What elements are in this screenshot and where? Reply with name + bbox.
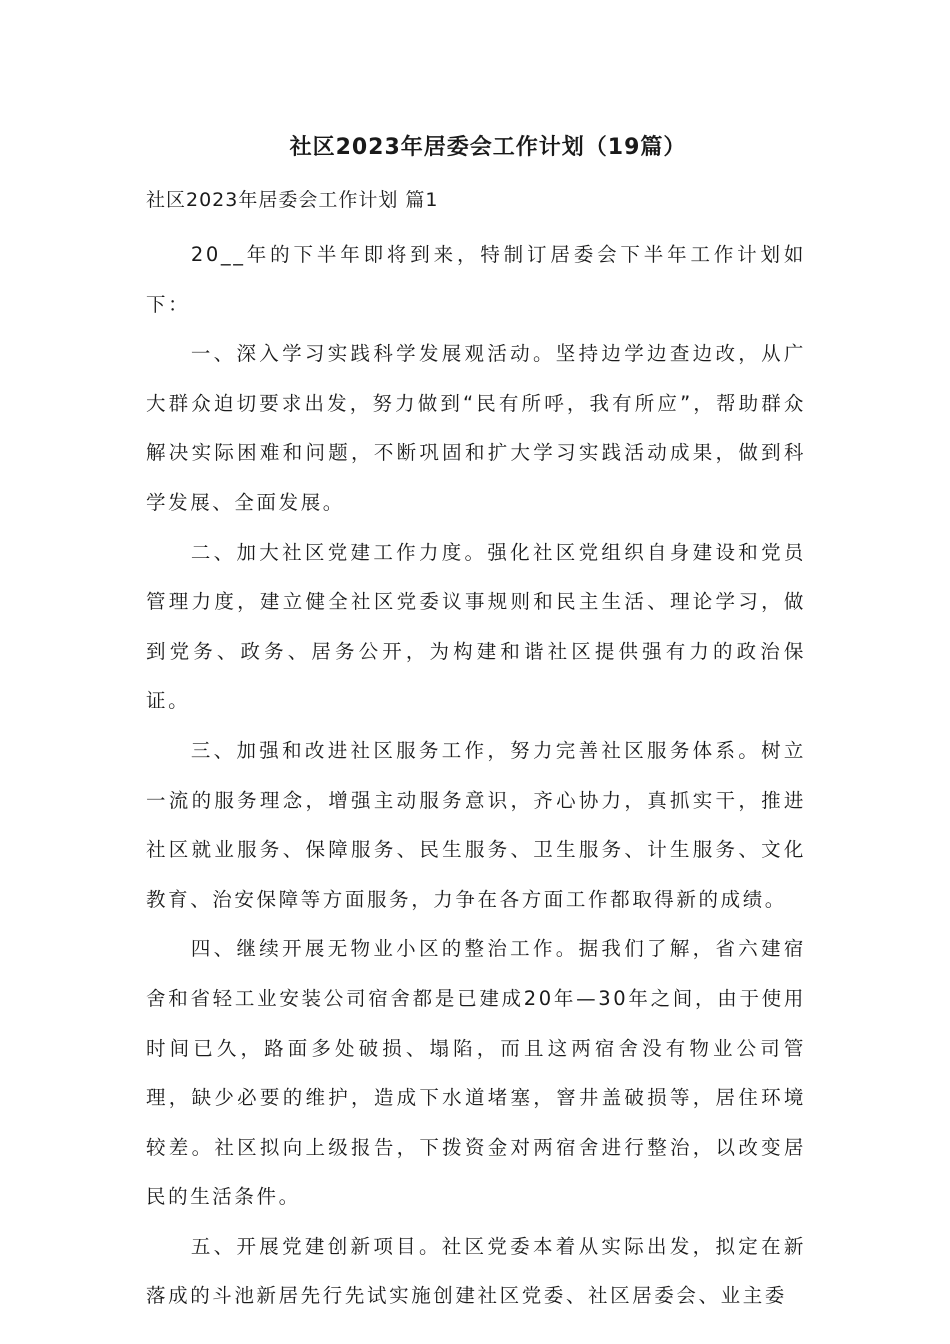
document-subtitle: 社区2023年居委会工作计划 篇1 [146,189,439,211]
paragraph-section-3: 三、加强和改进社区服务工作，努力完善社区服务体系。树立一流的服务理念，增强主动服务意识，齐心协力，真抓实干，推进社区就业服务、保障服务、民生服务、卫生服务、计生服务、文化教育、治安保障等方面服务，力争在各方面工作都取得新的成绩。 [146,738,806,911]
paragraph-section-1: 一、深入学习实践科学发展观活动。坚持边学边查边改，从广大群众迫切要求出发，努力做到“民有所呼，我有所应”，帮助群众解决实际困难和问题，不断巩固和扩大学习实践活动成果，做到科学发展、全面发展。 [146,342,806,514]
document-title: 社区2023年居委会工作计划（19篇） [289,135,687,160]
paragraph-section-4: 四、继续开展无物业小区的整治工作。据我们了解，省六建宿舍和省轻工业安装公司宿舍都是已建成20年—30年之间，由于使用时间已久，路面多处破损、塌陷，而且这两宿舍没有物业公司管理，缺少必要的维护，造成下水道堵塞，窨井盖破损等，居住环境较差。社区拟向上级报告，下拨资金对两宿舍进行整治，以改变居民的生活条件。 [146,937,806,1209]
document-body [146,128,806,1321]
paragraph-section-2: 二、加大社区党建工作力度。强化社区党组织自身建设和党员管理力度，建立健全社区党委议事规则和民主生活、理论学习，做到党务、政务、居务公开，为构建和谐社区提供强有力的政治保证。 [146,540,806,713]
paragraph-intro: 20__年的下半年即将到来，特制订居委会下半年工作计划如下： [146,243,806,316]
paragraph-section-5: 五、开展党建创新项目。社区党委本着从实际出发，拟定在新落成的斗池新居先行先试实施创建社区党委、社区居委会、业主委 [146,1234,806,1308]
